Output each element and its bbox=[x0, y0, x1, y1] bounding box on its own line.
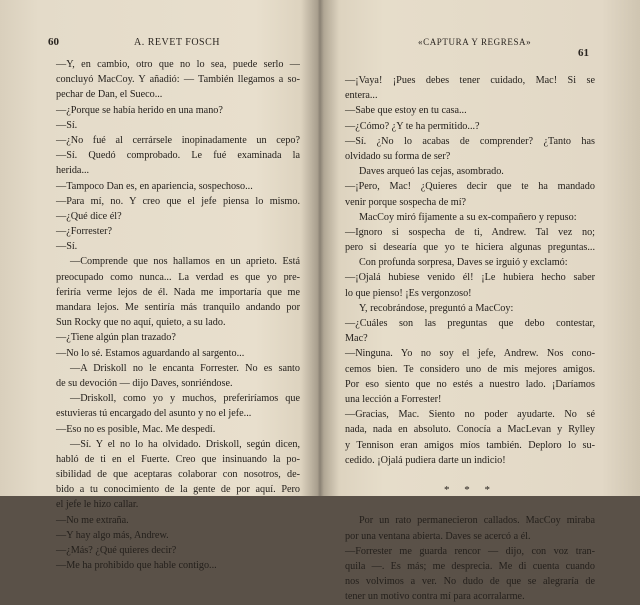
text-line: feriría verme lejos de él. Nada me importaría que me bbox=[56, 286, 300, 298]
text-line: —¿No fué al cerrársele inopinadamente un cepo? bbox=[56, 134, 300, 146]
text-line: olvidado su forma de ser? bbox=[345, 150, 451, 162]
text-line: bido a tu conocimiento de la gente de por aquí. Pero bbox=[56, 484, 300, 496]
running-head: «CAPTURA Y REGRESA» bbox=[418, 37, 532, 47]
text-line: —¿Tiene algún plan trazado? bbox=[56, 332, 176, 344]
text-line: Daves arqueó las cejas, asombrado. bbox=[359, 166, 504, 178]
text-line: Por eso siento que no estés a nuestro lado. ¡Daríamos bbox=[345, 378, 595, 390]
text-line: —Eso no es posible, Mac. Me despedí. bbox=[56, 423, 216, 435]
text-line: sibilidad de que aceptaras colaborar con nosotros, de- bbox=[56, 469, 300, 481]
text-line: Con profunda sorpresa, Daves se irguió y exclamó: bbox=[359, 257, 568, 269]
text-line: pero si desearía que yo te hiciera algunas preguntas... bbox=[345, 242, 595, 254]
text-line: habló de ti en el Fuerte. Creo que insinuando la po- bbox=[56, 453, 300, 465]
text-line: mandara lejos. Me sentiría más tranquilo andando por bbox=[56, 302, 300, 313]
text-line: —No me extraña. bbox=[56, 514, 129, 526]
page-number: 61 bbox=[578, 47, 589, 59]
text-line: cemos bien. Te considero uno de mis mejores amigos. bbox=[345, 363, 595, 375]
text-line: cedido. ¡Ojalá pudiera darte un indicio! bbox=[345, 454, 506, 466]
text-line bbox=[345, 468, 595, 483]
text-line: —Gracias, Mac. Siento no poder ayudarte. No sé bbox=[345, 409, 595, 421]
text-line: —¿Qué dice él? bbox=[56, 210, 122, 222]
text-line: preocupado como nunca... La verdad es que yo pre- bbox=[56, 271, 300, 283]
text-line: —A Driskoll no le encanta Forrester. No es santo bbox=[70, 362, 300, 374]
text-line: —Y, en cambio, otro que no lo sea, puede serlo — bbox=[56, 59, 300, 70]
text-line: —Y hay algo más, Andrew. bbox=[56, 529, 169, 541]
text-line: * * * bbox=[444, 484, 496, 497]
text-line: —Tampoco Dan es, en apariencia, sospechoso... bbox=[56, 180, 253, 192]
text-line: —¿Cómo? ¿Y te ha permitido...? bbox=[345, 120, 480, 132]
text-line: nos volvimos a ver. No dudo de que se alegraría de bbox=[345, 576, 595, 588]
text-line: —¡Ojalá hubiese venido él! ¡Le hubiera hecho saber bbox=[345, 272, 595, 284]
text-line: —Driskoll, como yo y muchos, preferiríamos que bbox=[70, 393, 300, 405]
text-line: el jefe le hizo callar. bbox=[56, 499, 139, 511]
text-line: tener un motivo contra mí para acorralarme. bbox=[345, 591, 525, 603]
page-number: 60 bbox=[48, 36, 59, 48]
text-line: —Sí. Y el no lo ha olvidado. Driskoll, según dicen, bbox=[70, 438, 300, 450]
text-line: —Ignoro si sospecha de ti, Andrew. Tal vez no; bbox=[345, 226, 595, 238]
right-page bbox=[322, 0, 640, 603]
text-line: Por un rato permanecieron callados. MacCoy miraba bbox=[359, 515, 595, 527]
text-line: —Sí. bbox=[56, 241, 78, 253]
text-line: —¡Pero, Mac! ¿Quieres decir que te ha mandado bbox=[345, 181, 595, 193]
text-line: —Sí. bbox=[56, 119, 78, 131]
text-line bbox=[345, 498, 595, 513]
text-line: —Sabe que estoy en tu casa... bbox=[345, 105, 467, 117]
text-line: —Comprende que nos hallamos en un aprieto. Está bbox=[70, 256, 300, 268]
text-line: —Ninguna. Yo no soy el jefe, Andrew. Nos cono- bbox=[345, 348, 595, 360]
text-line: MacCoy miró fijamente a su ex-compañero y repuso: bbox=[359, 211, 577, 223]
text-line: estuvieras tú encargado del asunto y no el jefe... bbox=[56, 408, 252, 420]
text-line: herida... bbox=[56, 165, 90, 177]
body-text bbox=[345, 73, 595, 605]
text-line: Mac? bbox=[345, 333, 368, 345]
running-head: A. REVET FOSCH bbox=[134, 37, 220, 48]
text-line: —¿Cuáles son las preguntas que debo contestar, bbox=[345, 318, 595, 329]
text-line: entera... bbox=[345, 90, 378, 102]
text-line: —Para mí, no. Y creo que el jefe piensa lo mismo. bbox=[56, 195, 300, 207]
text-line: Y, recobrándose, preguntó a MacCoy: bbox=[359, 302, 514, 314]
left-page bbox=[0, 0, 318, 572]
text-line: concluyó MacCoy. Y añadió: — También llegamos a so- bbox=[56, 74, 300, 86]
text-line: de su devoción — dijo Daves, sonriéndose. bbox=[56, 377, 233, 389]
text-line: —Forrester me guarda rencor — dijo, con voz tran- bbox=[345, 545, 595, 557]
text-line: —Me ha prohibido que hable contigo... bbox=[56, 560, 217, 572]
text-line: quila —. Es más; me desprecia. Me di cuenta cuando bbox=[345, 561, 595, 572]
text-line: —¿Más? ¿Qué quieres decir? bbox=[56, 545, 177, 556]
text-line: y Tennison eran amigos míos también. Deploro lo su- bbox=[345, 439, 595, 451]
text-line: pechar de Dan, el Sueco... bbox=[56, 89, 163, 101]
text-line: nada, nada en absoluto. Conocía a MacLevan y Rylley bbox=[345, 424, 595, 436]
text-line: venir porque sospecha de mí? bbox=[345, 196, 467, 208]
text-line: por una ventana abierta. Daves se acercó a él. bbox=[345, 530, 531, 542]
text-line: —¿Porque se había herido en una mano? bbox=[56, 104, 223, 116]
text-line: lo que pienso! ¡Es vergonzoso! bbox=[345, 287, 472, 299]
text-line: —No lo sé. Estamos aguardando al sargento... bbox=[56, 347, 245, 359]
text-line: —¿Forrester? bbox=[56, 226, 113, 238]
text-line: —Sí. ¿No lo acabas de comprender? ¿Tanto has bbox=[345, 135, 595, 147]
text-line: una lección a Forrester! bbox=[345, 393, 442, 405]
text-line: —Sí. Quedó comprobado. Le fué examinada la bbox=[56, 150, 300, 162]
text-line: Sun Rocky que no aquí, quieto, a su lado. bbox=[56, 317, 226, 329]
text-line: —¡Vaya! ¡Pues debes tener cuidado, Mac! Si se bbox=[345, 75, 595, 86]
